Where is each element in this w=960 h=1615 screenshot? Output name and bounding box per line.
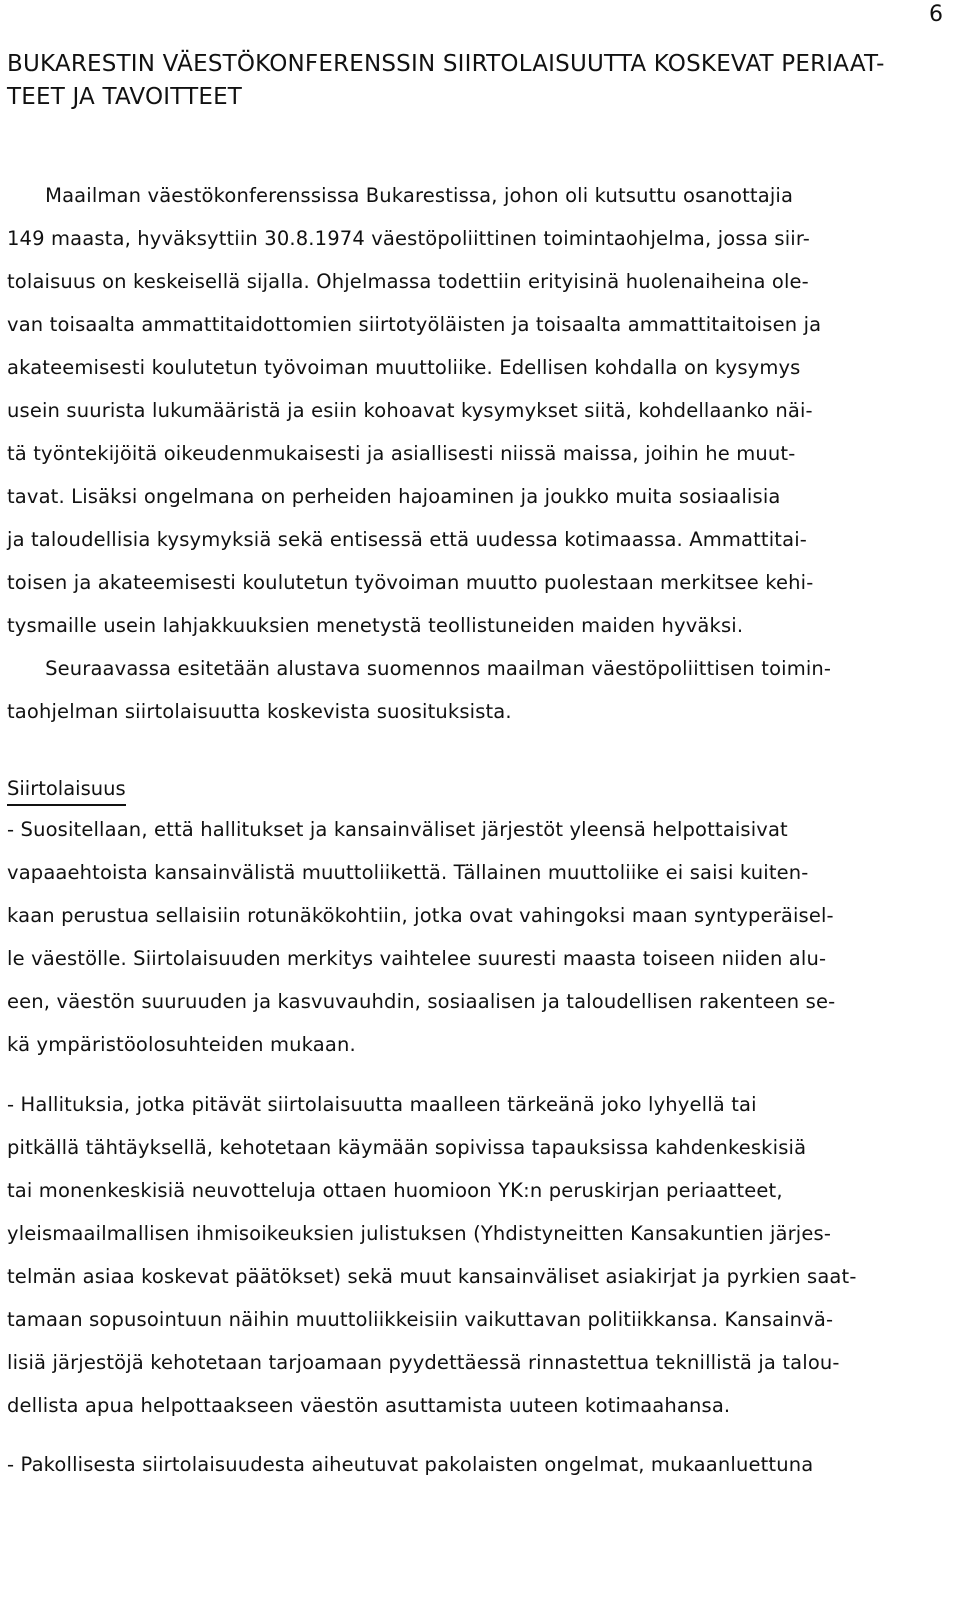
text-line: tolaisuus on keskeisellä sijalla. Ohjelmassa todettiin erityisinä huolenaiheina ole-	[7, 270, 809, 293]
text-line: een, väestön suuruuden ja kasvuvauhdin, sosiaalisen ja taloudellisen rakenteen se-	[7, 990, 836, 1013]
text-line: tysmaille usein lahjakkuuksien menetystä teollistuneiden maiden hyväksi.	[7, 614, 744, 637]
recommendation-paragraph	[7, 1443, 927, 1486]
title-line: TEET JA TAVOITTEET	[7, 84, 243, 110]
text-line: lisiä järjestöjä kehotetaan tarjoamaan pyydettäessä rinnastettua teknillistä ja talou-	[7, 1351, 840, 1374]
title-line: BUKARESTIN VÄESTÖKONFERENSSIN SIIRTOLAISUUTTA KOSKEVAT PERIAAT-	[7, 51, 885, 77]
text-line: van toisaalta ammattitaidottomien siirtotyöläisten ja toisaalta ammattitaitoisen ja	[7, 313, 822, 336]
text-line: tai monenkeskisiä neuvotteluja ottaen huomioon YK:n peruskirjan periaatteet,	[7, 1179, 783, 1202]
text-line: le väestölle. Siirtolaisuuden merkitys vaihtelee suuresti maasta toiseen niiden alu-	[7, 947, 827, 970]
text-line: pitkällä tähtäyksellä, kehotetaan käymään sopivissa tapauksissa kahdenkeskisiä	[7, 1136, 807, 1159]
document-title	[7, 48, 907, 114]
text-line: akateemisesti koulutetun työvoiman muuttoliike. Edellisen kohdalla on kysymys	[7, 356, 801, 379]
text-line: toisen ja akateemisesti koulutetun työvoiman muutto puolestaan merkitsee kehi-	[7, 571, 814, 594]
text-line: dellista apua helpottaakseen väestön asuttamista uuteen kotimaahansa.	[7, 1394, 731, 1417]
text-line: tamaan sopusointuun näihin muuttoliikkeisiin vaikuttavan politiikkansa. Kansainvä-	[7, 1308, 834, 1331]
text-line: taohjelman siirtolaisuutta koskevista suosituksista.	[7, 700, 512, 723]
text-line: 149 maasta, hyväksyttiin 30.8.1974 väestöpoliittinen toimintaohjelma, jossa siir-	[7, 227, 810, 250]
text-line: Seuraavassa esitetään alustava suomennos maailman väestöpoliittisen toimin-	[7, 657, 832, 680]
recommendation-paragraph	[7, 1083, 927, 1427]
text-line: kaan perustua sellaisiin rotunäkökohtiin, jotka ovat vahingoksi maan syntyperäisel-	[7, 904, 834, 927]
text-line: tä työntekijöitä oikeudenmukaisesti ja asiallisesti niissä maissa, joihin he muut-	[7, 442, 796, 465]
section-heading: Siirtolaisuus	[7, 774, 126, 806]
text-line: vapaaehtoista kansainvälistä muuttoliikettä. Tällainen muuttoliike ei saisi kuiten-	[7, 861, 809, 884]
text-line: yleismaailmallisen ihmisoikeuksien julistuksen (Yhdistyneitten Kansakuntien järjes-	[7, 1222, 832, 1245]
recommendation-paragraph	[7, 808, 927, 1066]
text-line: Maailman väestökonferenssissa Bukarestissa, johon oli kutsuttu osanottajia	[7, 184, 794, 207]
text-line: - Suositellaan, että hallitukset ja kansainväliset järjestöt yleensä helpottaisivat	[7, 818, 788, 841]
text-line: - Hallituksia, jotka pitävät siirtolaisuutta maalleen tärkeänä joko lyhyellä tai	[7, 1093, 757, 1116]
text-line: telmän asiaa koskevat päätökset) sekä muut kansainväliset asiakirjat ja pyrkien saat-	[7, 1265, 857, 1288]
text-line: ja taloudellisia kysymyksiä sekä entisessä että uudessa kotimaassa. Ammattitai-	[7, 528, 807, 551]
text-line: usein suurista lukumääristä ja esiin kohoavat kysymykset siitä, kohdellaanko näi-	[7, 399, 813, 422]
text-line: tavat. Lisäksi ongelmana on perheiden hajoaminen ja joukko muita sosiaalisia	[7, 485, 781, 508]
text-line: kä ympäristöolosuhteiden mukaan.	[7, 1033, 356, 1056]
page-number: 6	[929, 2, 943, 27]
intro-paragraph	[7, 174, 927, 733]
text-line: - Pakollisesta siirtolaisuudesta aiheutuvat pakolaisten ongelmat, mukaanluettuna	[7, 1453, 814, 1476]
